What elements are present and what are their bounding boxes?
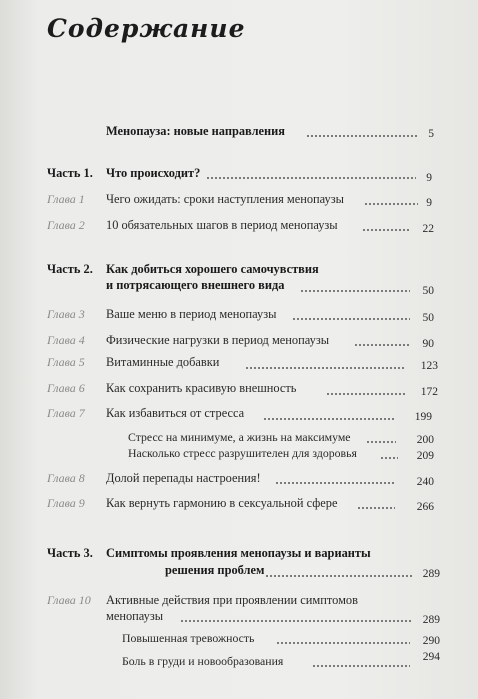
subsection-title: Насколько стресс разрушителен для здоровья xyxy=(128,446,357,460)
chapter-title: Долой перепады настроения! xyxy=(106,471,261,485)
chapter-label: Глава 3 xyxy=(47,307,85,321)
chapter-title: Физические нагрузки в период менопаузы xyxy=(106,333,330,347)
leader-dots xyxy=(245,367,405,369)
chapter-label: Глава 10 xyxy=(47,593,91,607)
chapter-label: Глава 1 xyxy=(47,192,85,206)
toc-page-number: 9 xyxy=(426,197,432,209)
leader-dots xyxy=(206,177,416,179)
toc-page-number: 172 xyxy=(420,386,438,398)
toc-page-number: 209 xyxy=(416,450,434,462)
toc-page-number: 294 xyxy=(422,651,440,663)
chapter-label: Глава 6 xyxy=(47,381,85,395)
toc-page-number: 123 xyxy=(420,360,438,372)
leader-dots xyxy=(354,344,410,346)
leader-dots xyxy=(275,482,395,484)
toc-page-number: 200 xyxy=(416,434,434,446)
toc-page-number: 22 xyxy=(422,223,434,235)
leader-dots xyxy=(362,229,410,231)
leader-dots xyxy=(312,665,410,667)
leader-dots xyxy=(300,290,410,292)
part-label: Часть 3. xyxy=(47,546,93,560)
chapter-label: Глава 2 xyxy=(47,218,85,232)
toc-page-number: 290 xyxy=(422,635,440,647)
toc-page-number: 266 xyxy=(416,501,434,513)
chapter-label: Глава 7 xyxy=(47,406,85,420)
chapter-title: Активные действия при проявлении симптомов xyxy=(106,593,358,607)
toc-intro: Менопауза: новые направления xyxy=(106,124,286,138)
part-title-line2: решения проблем xyxy=(165,563,265,577)
leader-dots xyxy=(326,393,406,395)
toc-page-number: 240 xyxy=(416,476,434,488)
chapter-title: Витаминные добавки xyxy=(106,355,220,369)
leader-dots xyxy=(366,441,396,443)
chapter-label: Глава 5 xyxy=(47,355,85,369)
toc-page-number: 289 xyxy=(422,614,440,626)
leader-dots xyxy=(263,418,395,420)
part-title: Как добиться хорошего самочувствия xyxy=(106,262,319,276)
part-title: Симптомы проявления менопаузы и варианты xyxy=(106,546,371,560)
toc-page-number: 289 xyxy=(422,568,440,580)
part-label: Часть 2. xyxy=(47,262,93,276)
leader-dots xyxy=(265,575,413,577)
chapter-label: Глава 4 xyxy=(47,333,85,347)
chapter-title: Ваше меню в период менопаузы xyxy=(106,307,277,321)
chapter-title: Как избавиться от стресса xyxy=(106,406,245,420)
leader-dots xyxy=(276,642,410,644)
page-title: Содержание xyxy=(47,14,246,43)
chapter-title: Чего ожидать: сроки наступления менопаузы xyxy=(106,192,344,206)
part-title-line2: и потрясающего внешнего вида xyxy=(106,278,285,292)
chapter-label: Глава 9 xyxy=(47,496,85,510)
toc-page-number: 50 xyxy=(422,285,434,297)
part-label: Часть 1. xyxy=(47,166,93,180)
chapter-title: Как сохранить красивую внешность xyxy=(106,381,297,395)
leader-dots xyxy=(357,507,395,509)
subsection-title: Стресс на минимуме, а жизнь на максимуме xyxy=(128,430,351,444)
subsection-title: Боль в груди и новообразования xyxy=(122,654,284,668)
toc-page-number: 9 xyxy=(426,172,432,184)
leader-dots xyxy=(180,620,412,622)
toc-page-number: 199 xyxy=(414,411,432,423)
chapter-title: Как вернуть гармонию в сексуальной сфере xyxy=(106,496,338,510)
toc-page-number: 90 xyxy=(422,338,434,350)
chapter-label: Глава 8 xyxy=(47,471,85,485)
toc-page-number: 50 xyxy=(422,312,434,324)
leader-dots xyxy=(306,135,418,137)
toc-page-number: 5 xyxy=(428,128,434,140)
chapter-title: 10 обязательных шагов в период менопаузы xyxy=(106,218,338,232)
leader-dots xyxy=(292,318,410,320)
leader-dots xyxy=(380,457,398,459)
part-title: Что происходит? xyxy=(106,166,201,180)
chapter-title-line2: менопаузы xyxy=(106,609,164,623)
subsection-title: Повышенная тревожность xyxy=(122,631,255,645)
